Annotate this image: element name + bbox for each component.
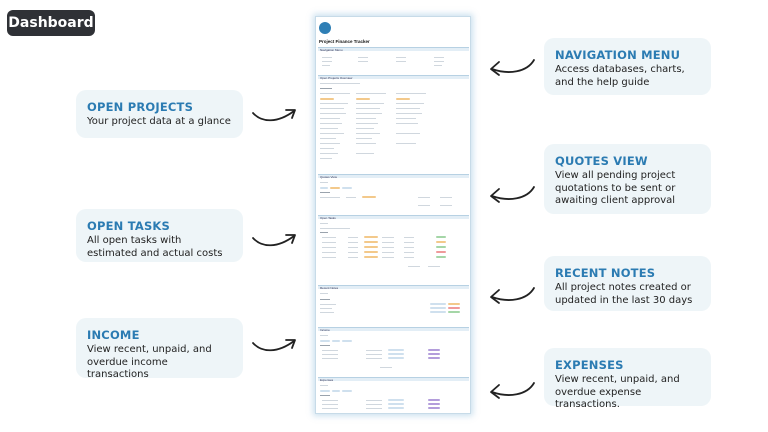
dashboard-preview xyxy=(315,16,471,414)
section-header: Open Tasks xyxy=(318,215,469,219)
callout-title: NAVIGATION MENU xyxy=(555,48,681,62)
project-logo-icon xyxy=(319,22,331,34)
callout-title: INCOME xyxy=(87,328,140,342)
arrow-left-icon xyxy=(487,56,537,78)
preview-quotes-view xyxy=(318,174,469,212)
preview-expenses xyxy=(318,377,469,414)
preview-open-projects xyxy=(318,75,469,175)
callout-title: RECENT NOTES xyxy=(555,266,656,280)
section-header: Open Projects Overview xyxy=(318,75,469,79)
expenses-callout xyxy=(544,348,711,410)
open-projects-callout xyxy=(76,90,243,138)
callout-title: OPEN PROJECTS xyxy=(87,100,194,114)
arrow-left-icon xyxy=(487,379,537,401)
income-callout xyxy=(76,318,243,378)
section-header: Expenses xyxy=(318,377,469,381)
section-header: Recent Notes xyxy=(318,285,469,289)
section-header: Navigation Menu xyxy=(318,47,469,51)
section-header: Quotes View xyxy=(318,174,469,178)
open-tasks-callout xyxy=(76,209,243,262)
callout-title: OPEN TASKS xyxy=(87,219,171,233)
navigation-menu-callout xyxy=(544,38,711,95)
dashboard-badge: Dashboard xyxy=(7,10,95,36)
arrow-left-icon xyxy=(487,183,537,205)
callout-desc: All project notes created or updated in the last 30 days xyxy=(555,282,693,306)
arrow-right-icon xyxy=(250,333,300,355)
callout-desc: Access databases, charts, and the help guide xyxy=(555,64,685,88)
quotes-view-callout xyxy=(544,144,711,214)
callout-desc: View recent, unpaid, and overdue expense transactions. xyxy=(555,374,680,410)
preview-recent-notes xyxy=(318,285,469,325)
callout-title: QUOTES VIEW xyxy=(555,154,648,168)
arrow-right-icon xyxy=(250,228,300,250)
arrow-left-icon xyxy=(487,284,537,306)
arrow-right-icon xyxy=(250,103,300,125)
callout-desc: View all pending project quotations to be sent or awaiting client approval xyxy=(555,170,676,206)
preview-income xyxy=(318,327,469,375)
page-title: Project Finance Tracker xyxy=(319,39,370,44)
callout-title: EXPENSES xyxy=(555,358,624,372)
section-header: Income xyxy=(318,327,469,331)
callout-desc: Your project data at a glance xyxy=(87,116,231,127)
preview-open-tasks xyxy=(318,215,469,279)
recent-notes-callout xyxy=(544,256,711,311)
callout-desc: All open tasks with estimated and actual costs xyxy=(87,235,223,259)
callout-desc: View recent, unpaid, and overdue income transactions xyxy=(87,344,212,380)
